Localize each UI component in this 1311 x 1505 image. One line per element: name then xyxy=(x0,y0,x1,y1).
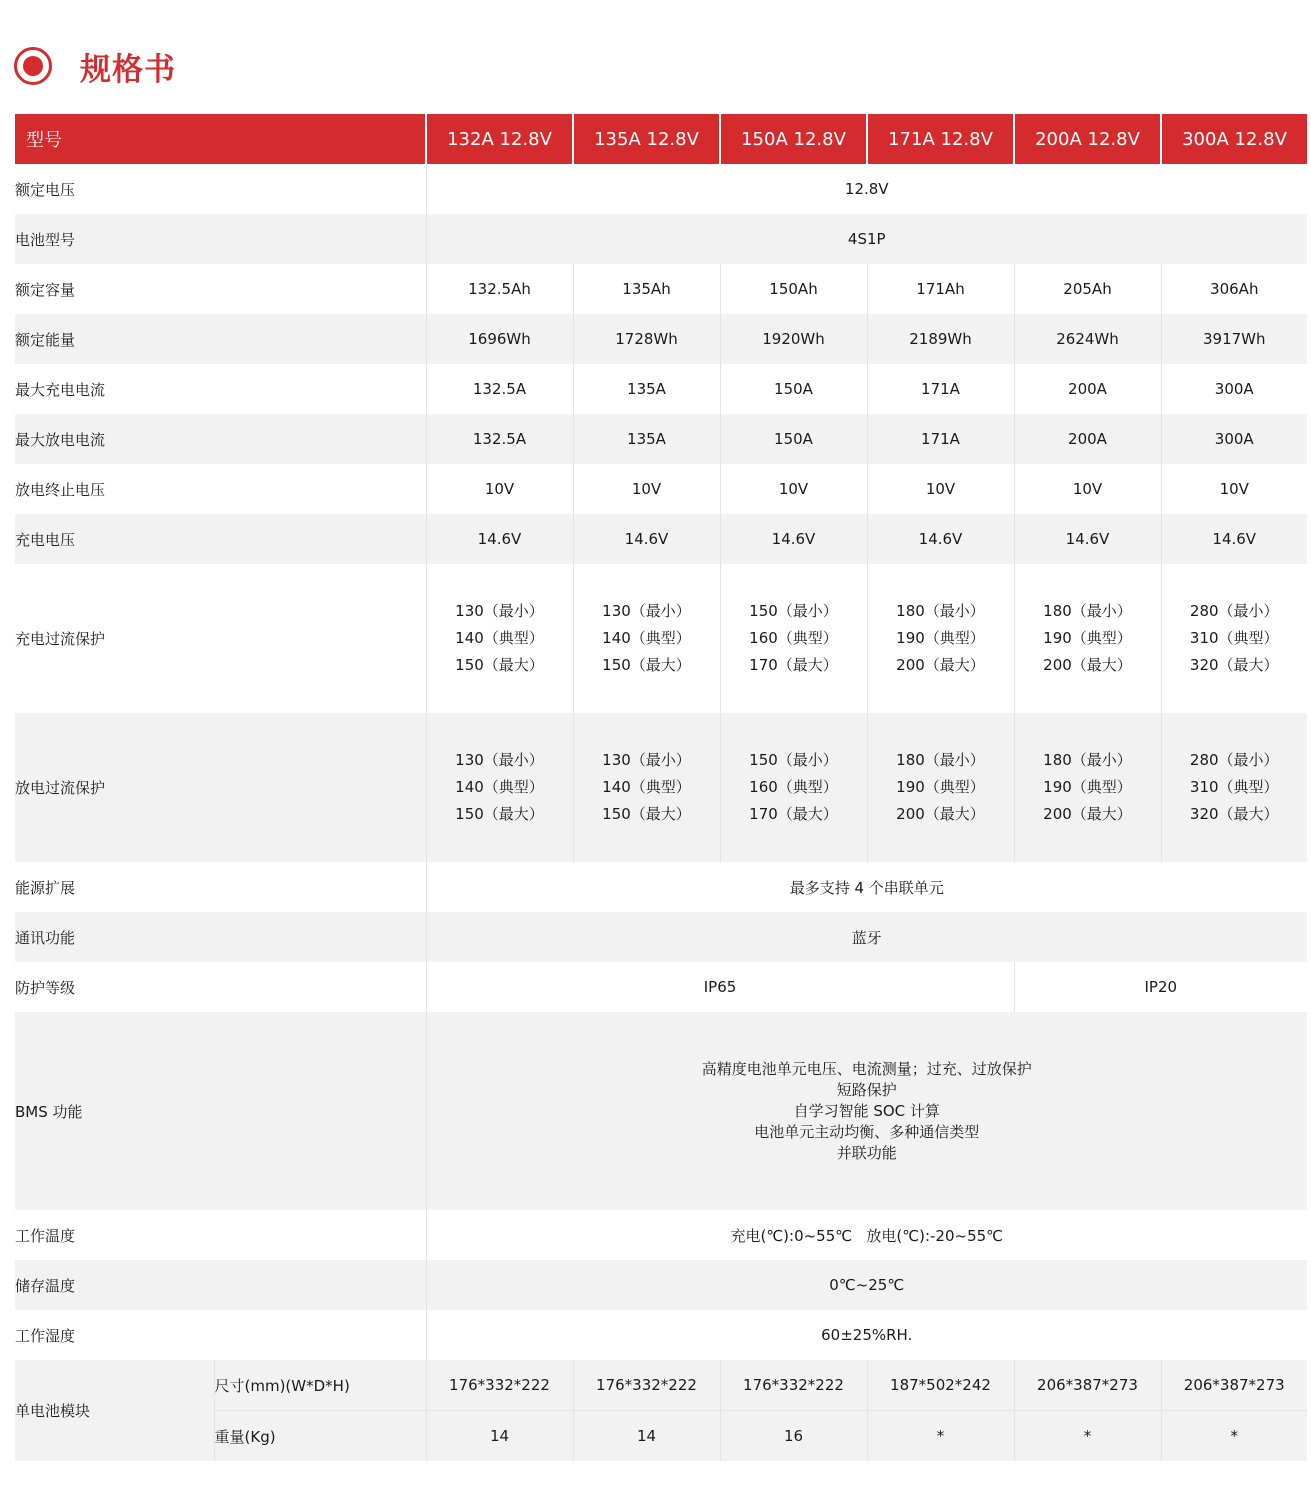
cell-value: 130（最小） 140（典型） 150（最大） xyxy=(426,564,573,713)
cell-value: 205Ah xyxy=(1014,264,1161,314)
cell-value: 14.6V xyxy=(1014,514,1161,564)
bms-feature-list xyxy=(426,1012,1307,1210)
cell-value: 300A xyxy=(1161,364,1307,414)
table-row xyxy=(15,1210,1307,1260)
table-row xyxy=(15,912,1307,962)
table-row xyxy=(15,264,1307,314)
cell-value: 180（最小） 190（典型） 200（最大） xyxy=(867,564,1014,713)
table-row xyxy=(15,414,1307,464)
cell-value: 14.6V xyxy=(720,514,867,564)
table-row xyxy=(15,514,1307,564)
cell-value: 171Ah xyxy=(867,264,1014,314)
cell-value: 150A xyxy=(720,364,867,414)
cell-value: IP65 xyxy=(426,962,1014,1012)
cell-value: 132.5A xyxy=(426,414,573,464)
cell-value: 171A xyxy=(867,414,1014,464)
cell-value: 最多支持 4 个串联单元 xyxy=(426,862,1307,912)
table-row xyxy=(15,464,1307,514)
cell-value: 12.8V xyxy=(426,164,1307,214)
cell-value: 206*387*273 xyxy=(1014,1360,1161,1411)
cell-value: 130（最小） 140（典型） 150（最大） xyxy=(573,564,720,713)
cell-value: 4S1P xyxy=(426,214,1307,264)
list-item: 短路保护 xyxy=(836,1080,897,1099)
sub-row-label: 重量(Kg) xyxy=(214,1411,426,1462)
page-header xyxy=(14,44,176,88)
row-label: 额定容量 xyxy=(15,264,426,314)
row-label: 单电池模块 xyxy=(15,1360,214,1461)
row-label: 充电过流保护 xyxy=(15,564,426,713)
cell-value: 10V xyxy=(720,464,867,514)
cell-value: * xyxy=(1161,1411,1307,1462)
row-label: 充电电压 xyxy=(15,514,426,564)
cell-value: 14 xyxy=(573,1411,720,1462)
table-row xyxy=(15,1360,1307,1411)
cell-value: 280（最小） 310（典型） 320（最大） xyxy=(1161,713,1307,862)
cell-value: 135A xyxy=(573,414,720,464)
cell-value: 1728Wh xyxy=(573,314,720,364)
header-model-cell: 132A 12.8V xyxy=(426,114,573,164)
cell-value: 280（最小） 310（典型） 320（最大） xyxy=(1161,564,1307,713)
table-row xyxy=(15,1012,1307,1210)
table-row xyxy=(15,962,1307,1012)
row-label: 通讯功能 xyxy=(15,912,426,962)
cell-value: 176*332*222 xyxy=(720,1360,867,1411)
cell-value: 10V xyxy=(426,464,573,514)
list-item: 电池单元主动均衡、多种通信类型 xyxy=(754,1122,980,1141)
cell-value: 14.6V xyxy=(426,514,573,564)
table-header-row xyxy=(15,114,1307,164)
cell-value: 14 xyxy=(426,1411,573,1462)
cell-value: IP20 xyxy=(1014,962,1307,1012)
cell-value: 1696Wh xyxy=(426,314,573,364)
row-label: 放电过流保护 xyxy=(15,713,426,862)
header-model-cell: 171A 12.8V xyxy=(867,114,1014,164)
cell-value: 150Ah xyxy=(720,264,867,314)
cell-value: 130（最小） 140（典型） 150（最大） xyxy=(573,713,720,862)
header-model-cell: 300A 12.8V xyxy=(1161,114,1307,164)
cell-value: 200A xyxy=(1014,364,1161,414)
cell-value: 14.6V xyxy=(573,514,720,564)
table-row xyxy=(15,1310,1307,1360)
cell-value: 10V xyxy=(1014,464,1161,514)
list-item: 并联功能 xyxy=(836,1143,897,1162)
cell-value: 200A xyxy=(1014,414,1161,464)
sub-row-label: 尺寸(mm)(W*D*H) xyxy=(214,1360,426,1411)
cell-value: 132.5Ah xyxy=(426,264,573,314)
cell-value: 3917Wh xyxy=(1161,314,1307,364)
table-row xyxy=(15,1260,1307,1310)
cell-value: 蓝牙 xyxy=(426,912,1307,962)
header-model-cell: 200A 12.8V xyxy=(1014,114,1161,164)
cell-value: 180（最小） 190（典型） 200（最大） xyxy=(867,713,1014,862)
cell-value: 180（最小） 190（典型） 200（最大） xyxy=(1014,713,1161,862)
record-circle-icon xyxy=(14,47,52,85)
spec-table xyxy=(15,114,1307,1461)
table-row xyxy=(15,364,1307,414)
row-label: 额定能量 xyxy=(15,314,426,364)
cell-value: 充电(℃):0~55℃ 放电(℃):-20~55℃ xyxy=(426,1210,1307,1260)
header-model-cell: 150A 12.8V xyxy=(720,114,867,164)
row-label: 放电终止电压 xyxy=(15,464,426,514)
cell-value: * xyxy=(1014,1411,1161,1462)
table-row xyxy=(15,314,1307,364)
list-item: 高精度电池单元电压、电流测量；过充、过放保护 xyxy=(701,1059,1032,1078)
header-model-cell: 135A 12.8V xyxy=(573,114,720,164)
cell-value: 14.6V xyxy=(867,514,1014,564)
cell-value: 176*332*222 xyxy=(426,1360,573,1411)
row-label: BMS 功能 xyxy=(15,1012,426,1210)
cell-value: 150（最小） 160（典型） 170（最大） xyxy=(720,713,867,862)
cell-value: 150（最小） 160（典型） 170（最大） xyxy=(720,564,867,713)
cell-value: 16 xyxy=(720,1411,867,1462)
table-row xyxy=(15,564,1307,713)
cell-value: 150A xyxy=(720,414,867,464)
cell-value: 187*502*242 xyxy=(867,1360,1014,1411)
cell-value: 132.5A xyxy=(426,364,573,414)
row-label: 能源扩展 xyxy=(15,862,426,912)
cell-value: 135Ah xyxy=(573,264,720,314)
cell-value: 300A xyxy=(1161,414,1307,464)
cell-value: 60±25%RH. xyxy=(426,1310,1307,1360)
row-label: 额定电压 xyxy=(15,164,426,214)
row-label: 储存温度 xyxy=(15,1260,426,1310)
cell-value: 306Ah xyxy=(1161,264,1307,314)
table-row xyxy=(15,713,1307,862)
row-label: 电池型号 xyxy=(15,214,426,264)
header-label-cell: 型号 xyxy=(15,114,426,164)
page-title: 规格书 xyxy=(80,51,176,88)
cell-value: * xyxy=(867,1411,1014,1462)
cell-value: 176*332*222 xyxy=(573,1360,720,1411)
table-row xyxy=(15,164,1307,214)
cell-value: 2624Wh xyxy=(1014,314,1161,364)
cell-value: 10V xyxy=(1161,464,1307,514)
cell-value: 206*387*273 xyxy=(1161,1360,1307,1411)
row-label: 工作温度 xyxy=(15,1210,426,1260)
row-label: 工作湿度 xyxy=(15,1310,426,1360)
cell-value: 130（最小） 140（典型） 150（最大） xyxy=(426,713,573,862)
table-row xyxy=(15,214,1307,264)
list-item: 自学习智能 SOC 计算 xyxy=(793,1101,940,1120)
cell-value: 180（最小） 190（典型） 200（最大） xyxy=(1014,564,1161,713)
row-label: 最大放电电流 xyxy=(15,414,426,464)
table-row xyxy=(15,862,1307,912)
cell-value: 135A xyxy=(573,364,720,414)
cell-value: 171A xyxy=(867,364,1014,414)
cell-value: 14.6V xyxy=(1161,514,1307,564)
row-label: 最大充电电流 xyxy=(15,364,426,414)
cell-value: 10V xyxy=(867,464,1014,514)
cell-value: 1920Wh xyxy=(720,314,867,364)
cell-value: 0℃~25℃ xyxy=(426,1260,1307,1310)
row-label: 防护等级 xyxy=(15,962,426,1012)
cell-value: 10V xyxy=(573,464,720,514)
cell-value: 2189Wh xyxy=(867,314,1014,364)
